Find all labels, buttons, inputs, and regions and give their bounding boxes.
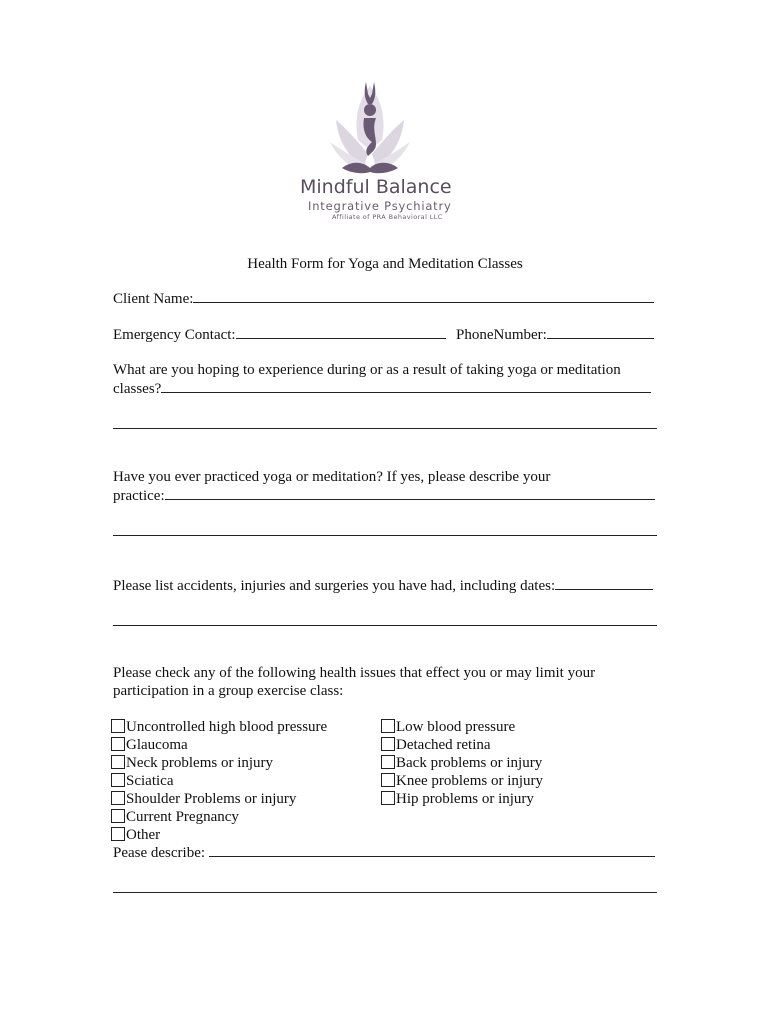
checkbox[interactable] [381,737,395,751]
practice-field[interactable] [165,486,655,500]
phone-row [456,325,654,344]
option-neck-problems[interactable]: Neck problems or injury [111,754,273,772]
brand-name: Mindful Balance [300,176,452,198]
client-name-label: Client Name: [113,291,194,307]
client-name-field[interactable] [193,289,654,303]
describe-label: Pease describe: [113,845,206,861]
checkbox[interactable] [111,773,125,787]
option-detached-retina[interactable]: Detached retina [381,736,491,754]
health-question-line1: Please check any of the following health issues that effect you or may limit your [113,665,596,681]
checkbox[interactable] [381,755,395,769]
describe-row [113,843,655,862]
meditating-figure-lotus-icon [328,80,412,180]
checkbox[interactable] [111,809,125,823]
practice-field-line2[interactable] [113,535,657,536]
option-knee-problems[interactable]: Knee problems or injury [381,772,543,790]
checkbox[interactable] [111,737,125,751]
option-hip-problems[interactable]: Hip problems or injury [381,790,534,808]
option-shoulder-problems[interactable]: Shoulder Problems or injury [111,790,296,808]
checkbox[interactable] [111,791,125,805]
emergency-contact-field[interactable] [236,325,446,339]
health-question-line2: participation in a group exercise class: [113,683,344,699]
option-low-blood-pressure[interactable]: Low blood pressure [381,718,515,736]
option-high-blood-pressure[interactable]: Uncontrolled high blood pressure [111,718,327,736]
form-title: Health Form for Yoga and Meditation Classes [247,256,523,272]
option-current-pregnancy[interactable]: Current Pregnancy [111,808,239,826]
describe-field[interactable] [209,843,655,857]
experience-field[interactable] [161,379,651,393]
checkbox[interactable] [111,719,125,733]
phone-label: PhoneNumber: [456,327,547,343]
brand-subtitle: Integrative Psychiatry [308,199,452,213]
practice-question-line2: practice: [113,486,655,505]
checkbox[interactable] [111,755,125,769]
option-back-problems[interactable]: Back problems or injury [381,754,542,772]
emergency-contact-row [113,325,446,344]
checkbox[interactable] [381,719,395,733]
option-other[interactable]: Other [111,826,160,844]
injuries-field-line2[interactable] [113,625,657,626]
describe-field-line2[interactable] [113,892,657,893]
option-sciatica[interactable]: Sciatica [111,772,173,790]
injuries-question: Please list accidents, injuries and surgeries you have had, including dates: [113,576,653,595]
checkbox[interactable] [381,773,395,787]
option-glaucoma[interactable]: Glaucoma [111,736,188,754]
client-name-row [113,289,654,308]
experience-question-line2: classes? [113,379,651,398]
practice-question-line1: Have you ever practiced yoga or meditation? If yes, please describe your [113,469,551,485]
phone-field[interactable] [547,325,654,339]
emergency-contact-label: Emergency Contact: [113,327,236,343]
experience-field-line2[interactable] [113,428,657,429]
checkbox[interactable] [381,791,395,805]
checkbox[interactable] [111,827,125,841]
brand-affiliate: Affiliate of PRA Behavioral LLC [332,213,443,221]
injuries-field[interactable] [555,576,653,590]
experience-question-line1: What are you hoping to experience during or as a result of taking yoga or meditation [113,362,621,378]
